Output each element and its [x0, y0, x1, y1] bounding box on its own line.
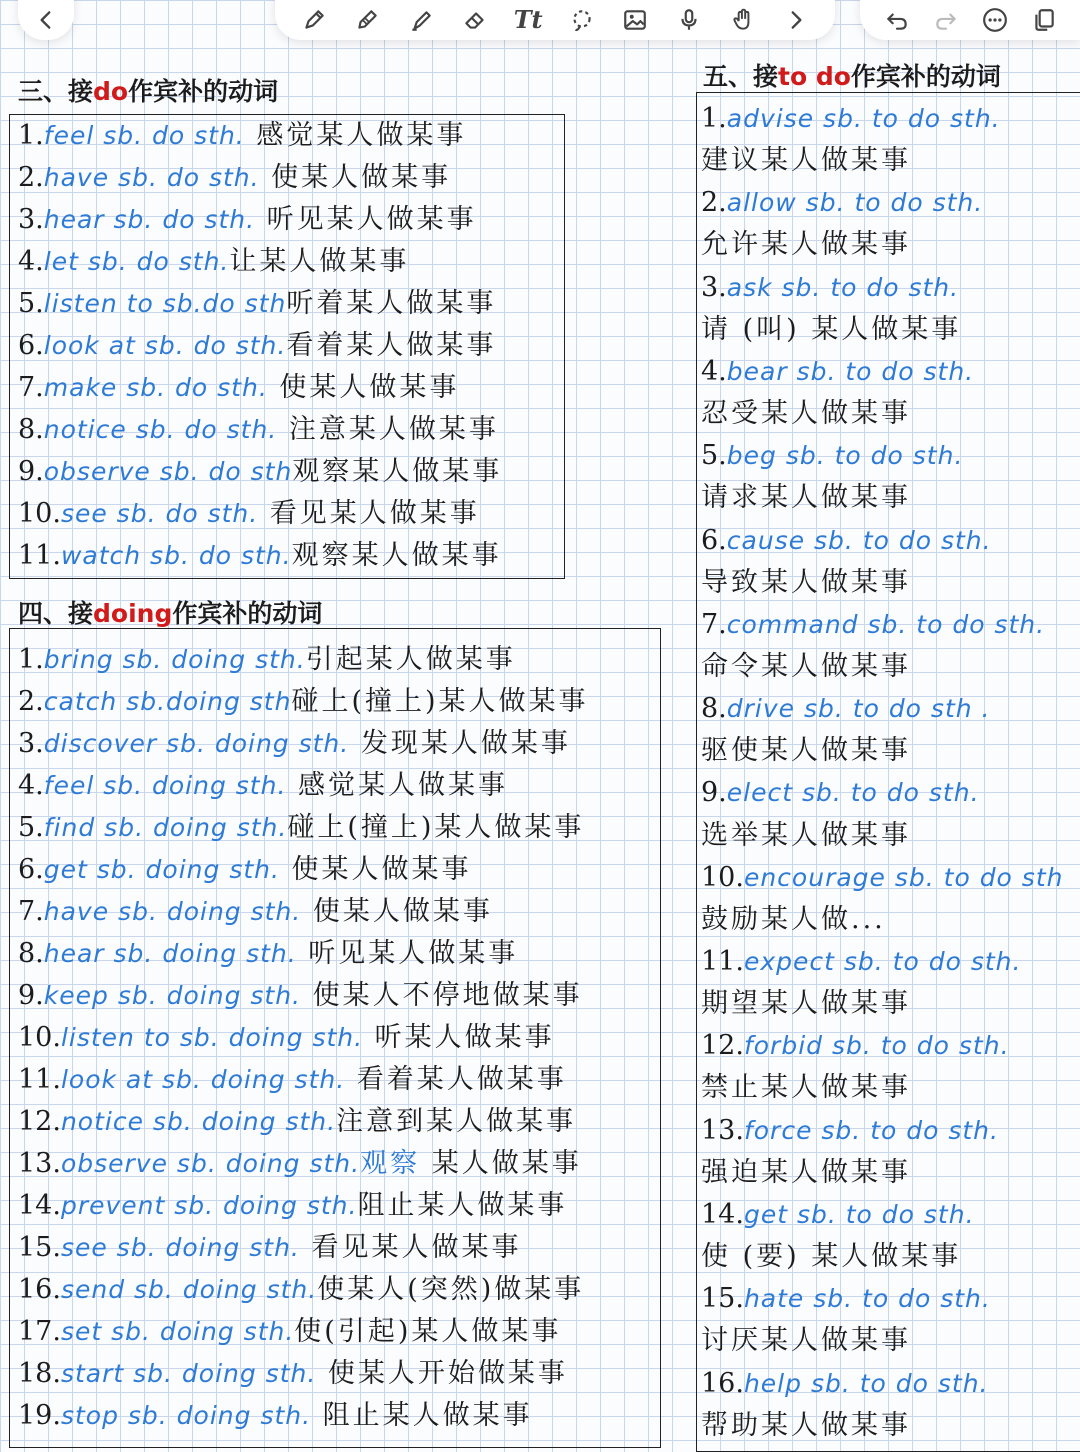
- item-number: 12.: [701, 1030, 744, 1062]
- chevron-left-icon[interactable]: [30, 4, 62, 36]
- item-english: feel sb. doing sth.: [43, 771, 287, 800]
- item-chinese: 使某人开始做某事: [316, 1358, 568, 1389]
- item-number: 3.: [18, 728, 44, 759]
- item-chinese: 使某人做某事: [279, 854, 472, 885]
- list-item: [701, 941, 1021, 983]
- item-chinese: 禁止某人做某事: [701, 1072, 911, 1104]
- section5-title: [703, 57, 1001, 93]
- list-item: [18, 891, 493, 933]
- list-item-translation: [701, 562, 911, 604]
- list-item: [18, 451, 502, 493]
- item-chinese: 命令某人做某事: [701, 650, 911, 682]
- item-number: 18.: [18, 1358, 61, 1389]
- redo-icon[interactable]: [930, 4, 962, 36]
- list-item-translation: [701, 477, 911, 519]
- item-number: 5.: [701, 440, 727, 472]
- microphone-icon[interactable]: [673, 4, 705, 36]
- item-chinese-highlight: 观察: [360, 1148, 421, 1179]
- list-item: [701, 98, 1001, 140]
- item-number: 7.: [701, 608, 727, 640]
- item-number: 16.: [18, 1274, 61, 1305]
- item-english: keep sb. doing sth.: [43, 981, 301, 1010]
- item-english: bring sb. doing sth.: [43, 645, 306, 674]
- text-tool-label: Tt: [513, 5, 543, 34]
- undo-icon[interactable]: [881, 4, 913, 36]
- image-icon[interactable]: [619, 4, 651, 36]
- item-number: 13.: [701, 1114, 744, 1146]
- item-chinese: 阻止某人做某事: [311, 1400, 533, 1431]
- list-item: [18, 241, 409, 283]
- item-english: have sb. do sth.: [43, 163, 260, 192]
- item-number: 14.: [701, 1198, 744, 1230]
- list-item-translation: [701, 646, 911, 688]
- item-english: observe sb. do sth: [43, 457, 293, 486]
- list-item: [701, 435, 963, 477]
- list-item: [18, 639, 516, 681]
- item-chinese: 注意到某人做某事: [336, 1106, 577, 1137]
- list-item: [18, 1395, 533, 1437]
- item-number: 1.: [18, 120, 44, 151]
- item-english: stop sb. doing sth.: [60, 1401, 312, 1430]
- item-chinese: 使 (要) 某人做某事: [701, 1241, 962, 1273]
- item-english: listen to sb. doing sth.: [60, 1023, 364, 1052]
- item-chinese: 让某人做某事: [229, 246, 410, 277]
- item-chinese: 观察某人做某事: [291, 540, 502, 571]
- item-english: hear sb. doing sth.: [43, 939, 297, 968]
- section4-title-suffix: 作宾补的动词: [172, 599, 323, 628]
- item-number: 6.: [701, 524, 727, 556]
- list-item: [18, 1353, 568, 1395]
- list-item-translation: [701, 1320, 911, 1362]
- item-number: 10.: [701, 861, 744, 893]
- item-english: set sb. doing sth.: [60, 1317, 295, 1346]
- list-item: [701, 1278, 991, 1320]
- item-english: help sb. to do sth.: [743, 1368, 989, 1398]
- item-chinese: 建议某人做某事: [701, 145, 911, 177]
- list-item: [18, 849, 472, 891]
- section5-title-highlight: to do: [778, 62, 851, 91]
- section3-title-suffix: 作宾补的动词: [128, 77, 279, 106]
- item-chinese: 使某人做某事: [267, 372, 460, 403]
- item-chinese: 听见某人做某事: [296, 938, 519, 969]
- highlighter-icon[interactable]: [405, 4, 437, 36]
- item-number: 4.: [18, 770, 44, 801]
- list-item-translation: [701, 224, 911, 266]
- item-chinese: 帮助某人做某事: [701, 1409, 911, 1441]
- chevron-right-icon[interactable]: [780, 4, 812, 36]
- item-chinese: 发现某人做某事: [349, 728, 571, 759]
- list-item: [18, 325, 496, 367]
- list-item: [701, 182, 983, 224]
- item-english: encourage sb. to do sth: [743, 862, 1064, 892]
- list-item-translation: [701, 730, 911, 772]
- list-item-translation: [701, 1236, 961, 1278]
- list-item: [18, 1269, 584, 1311]
- item-number: 8.: [18, 938, 44, 969]
- item-number: 15.: [18, 1232, 61, 1263]
- item-english: hate sb. to do sth.: [743, 1284, 991, 1314]
- list-item-translation: [701, 1152, 911, 1194]
- item-chinese: 感觉某人做某事: [286, 770, 508, 801]
- list-item: [18, 367, 459, 409]
- list-item-translation: [701, 815, 911, 857]
- item-chinese: 听某人做某事: [363, 1022, 555, 1053]
- list-item: [701, 688, 991, 730]
- list-item-translation: [701, 983, 911, 1025]
- list-item: [18, 1101, 576, 1143]
- list-item: [701, 772, 980, 814]
- item-chinese: 感觉某人做某事: [244, 120, 467, 151]
- item-number: 4.: [701, 355, 727, 387]
- item-chinese: 注意某人做某事: [277, 414, 499, 445]
- list-item: [18, 765, 508, 807]
- section4-box: [9, 628, 661, 1448]
- item-number: 6.: [18, 330, 44, 361]
- toolbar-actions-group: [860, 0, 1080, 40]
- item-english: hear sb. do sth.: [43, 205, 256, 234]
- item-number: 9.: [18, 980, 44, 1011]
- list-item: [701, 604, 1045, 646]
- item-number: 11.: [701, 946, 744, 977]
- list-item: [701, 857, 1063, 899]
- item-english: ask sb. to do sth.: [726, 272, 960, 302]
- item-english: see sb. do sth.: [60, 499, 259, 528]
- item-english: have sb. doing sth.: [43, 897, 302, 926]
- section4-title-highlight: doing: [93, 599, 173, 628]
- item-english: command sb. to do sth.: [726, 609, 1046, 639]
- item-chinese: 听着某人做某事: [286, 288, 497, 319]
- item-chinese: 请 (叫) 某人做某事: [701, 313, 962, 345]
- item-chinese: 看着某人做某事: [345, 1064, 567, 1095]
- item-number: 5.: [18, 812, 44, 843]
- list-item: [701, 267, 959, 309]
- item-chinese: 驱使某人做某事: [701, 735, 911, 767]
- list-item: [701, 1363, 989, 1405]
- list-item: [18, 975, 583, 1017]
- list-item-translation: [701, 393, 911, 435]
- item-number: 9.: [701, 777, 727, 809]
- item-english: notice sb. do sth.: [43, 415, 278, 444]
- item-chinese: 听见某人做某事: [255, 204, 477, 235]
- item-english: bear sb. to do sth.: [726, 356, 975, 386]
- item-english: let sb. do sth.: [43, 247, 230, 276]
- list-item: [18, 409, 499, 451]
- item-chinese: 讨厌某人做某事: [701, 1325, 911, 1357]
- item-english: observe sb. doing sth.: [60, 1149, 361, 1178]
- item-chinese: 使某人不停地做某事: [301, 980, 583, 1011]
- item-english: forbid sb. to do sth.: [743, 1031, 1010, 1061]
- item-english: notice sb. doing sth.: [60, 1107, 337, 1136]
- item-number: 14.: [18, 1190, 61, 1221]
- list-item: [701, 1110, 999, 1152]
- item-number: 7.: [18, 372, 44, 403]
- list-item: [18, 493, 480, 535]
- item-english: expect sb. to do sth.: [743, 947, 1022, 976]
- item-english: drive sb. to do sth .: [726, 694, 991, 724]
- item-number: 11.: [18, 1064, 61, 1095]
- list-item: [701, 1025, 1010, 1067]
- list-item: [18, 723, 571, 765]
- item-number: 3.: [18, 204, 44, 235]
- item-number: 17.: [18, 1316, 61, 1347]
- item-english: listen to sb.do sth: [43, 289, 287, 318]
- item-english: allow sb. to do sth.: [726, 188, 984, 218]
- section3-title: [18, 72, 278, 108]
- item-number: 16.: [701, 1367, 744, 1399]
- item-chinese: 允许某人做某事: [701, 229, 911, 261]
- item-number: 8.: [18, 414, 44, 445]
- item-chinese: 使某人做某事: [301, 896, 493, 927]
- item-chinese: 碰上(撞上)某人做某事: [287, 812, 585, 843]
- list-item-translation: [701, 140, 911, 182]
- item-english: advise sb. to do sth.: [726, 104, 1001, 133]
- list-item: [18, 157, 451, 199]
- list-item: [18, 1185, 567, 1227]
- item-number: 5.: [18, 288, 44, 319]
- section5-box: [696, 92, 1080, 1452]
- section4-title-prefix: 四、接: [18, 599, 94, 628]
- item-english: beg sb. to do sth.: [726, 441, 964, 471]
- toolbar: [0, 0, 1080, 40]
- item-number: 2.: [18, 162, 44, 193]
- item-number: 3.: [701, 271, 727, 303]
- item-number: 15.: [701, 1283, 744, 1315]
- pencil-icon[interactable]: [351, 4, 383, 36]
- item-english: feel sb. do sth.: [43, 121, 245, 150]
- item-number: 19.: [18, 1400, 61, 1431]
- item-chinese: 看见某人做某事: [299, 1232, 522, 1263]
- item-english: make sb. do sth.: [43, 373, 268, 402]
- item-chinese: 看着某人做某事: [286, 330, 497, 361]
- item-english: watch sb. do sth.: [60, 541, 292, 570]
- item-english: send sb. doing sth.: [60, 1275, 318, 1304]
- pages-icon[interactable]: [1028, 4, 1060, 36]
- section3-title-highlight: do: [93, 77, 129, 106]
- item-chinese: 某人做某事: [420, 1148, 582, 1179]
- item-number: 9.: [18, 456, 44, 487]
- item-number: 1.: [18, 644, 44, 675]
- item-chinese: 使某人(突然)做某事: [317, 1274, 585, 1305]
- item-chinese: 碰上(撞上)某人做某事: [291, 686, 589, 717]
- list-item: [18, 535, 502, 577]
- item-chinese: 使某人做某事: [259, 162, 452, 193]
- item-chinese: 强迫某人做某事: [701, 1156, 911, 1188]
- item-number: 10.: [18, 1022, 61, 1053]
- item-number: 10.: [18, 498, 61, 529]
- section5-title-suffix: 作宾补的动词: [850, 62, 1001, 91]
- item-chinese: 鼓励某人做...: [701, 903, 886, 935]
- list-item: [18, 1311, 561, 1353]
- item-chinese: 忍受某人做某事: [701, 398, 911, 430]
- list-item: [18, 1143, 582, 1185]
- eraser-icon[interactable]: [459, 4, 491, 36]
- item-english: elect sb. to do sth.: [726, 778, 980, 808]
- item-english: look at sb. do sth.: [43, 331, 287, 360]
- item-number: 13.: [18, 1148, 61, 1179]
- item-number: 8.: [701, 693, 727, 725]
- item-chinese: 观察某人做某事: [292, 456, 503, 487]
- item-number: 2.: [18, 686, 44, 717]
- section5-title-prefix: 五、接: [703, 62, 779, 91]
- section3-box: [9, 114, 565, 579]
- item-english: see sb. doing sth.: [60, 1233, 300, 1262]
- hand-icon[interactable]: [727, 4, 759, 36]
- item-english: catch sb.doing sth: [43, 687, 292, 716]
- item-chinese: 选举某人做某事: [701, 819, 911, 851]
- list-item-translation: [701, 899, 886, 941]
- item-english: force sb. to do sth.: [743, 1115, 999, 1145]
- item-number: 6.: [18, 854, 44, 885]
- item-english: get sb. doing sth.: [43, 855, 280, 884]
- list-item: [701, 351, 974, 393]
- item-chinese: 看见某人做某事: [258, 498, 480, 529]
- item-number: 4.: [18, 246, 44, 277]
- pen-icon[interactable]: [298, 4, 330, 36]
- item-english: discover sb. doing sth.: [43, 729, 350, 758]
- list-item-translation: [701, 1405, 911, 1447]
- list-item-translation: [701, 1067, 911, 1109]
- item-number: 11.: [18, 540, 61, 571]
- toolbar-back-group: [18, 0, 74, 40]
- toolbar-tools-group: [275, 0, 835, 40]
- list-item: [701, 1194, 975, 1236]
- item-number: 2.: [701, 187, 727, 219]
- text-tool-icon[interactable]: [512, 4, 544, 36]
- list-item: [18, 115, 466, 157]
- list-item: [18, 1017, 555, 1059]
- section3-title-prefix: 三、接: [18, 77, 94, 106]
- item-chinese: 引起某人做某事: [305, 644, 516, 675]
- list-item: [18, 1059, 567, 1101]
- list-item: [18, 933, 518, 975]
- list-item: [18, 283, 496, 325]
- list-item: [18, 199, 477, 241]
- more-icon[interactable]: [979, 4, 1011, 36]
- item-number: 12.: [18, 1106, 61, 1137]
- section4-title: [18, 594, 322, 630]
- item-chinese: 阻止某人做某事: [357, 1190, 568, 1221]
- list-item: [18, 1227, 521, 1269]
- item-chinese: 使(引起)某人做某事: [294, 1316, 562, 1347]
- item-chinese: 期望某人做某事: [701, 988, 911, 1020]
- lasso-icon[interactable]: [566, 4, 598, 36]
- list-item: [18, 681, 589, 723]
- list-item: [701, 520, 992, 562]
- list-item: [18, 807, 584, 849]
- item-english: look at sb. doing sth.: [60, 1065, 346, 1094]
- item-number: 7.: [18, 896, 44, 927]
- item-english: prevent sb. doing sth.: [60, 1191, 358, 1220]
- list-item-translation: [701, 309, 961, 351]
- item-chinese: 导致某人做某事: [701, 566, 911, 598]
- item-number: 1.: [701, 103, 727, 134]
- item-english: start sb. doing sth.: [60, 1359, 317, 1388]
- item-english: get sb. to do sth.: [743, 1199, 975, 1229]
- item-english: cause sb. to do sth.: [726, 525, 992, 555]
- item-chinese: 请求某人做某事: [701, 482, 911, 514]
- item-english: find sb. doing sth.: [43, 813, 288, 842]
